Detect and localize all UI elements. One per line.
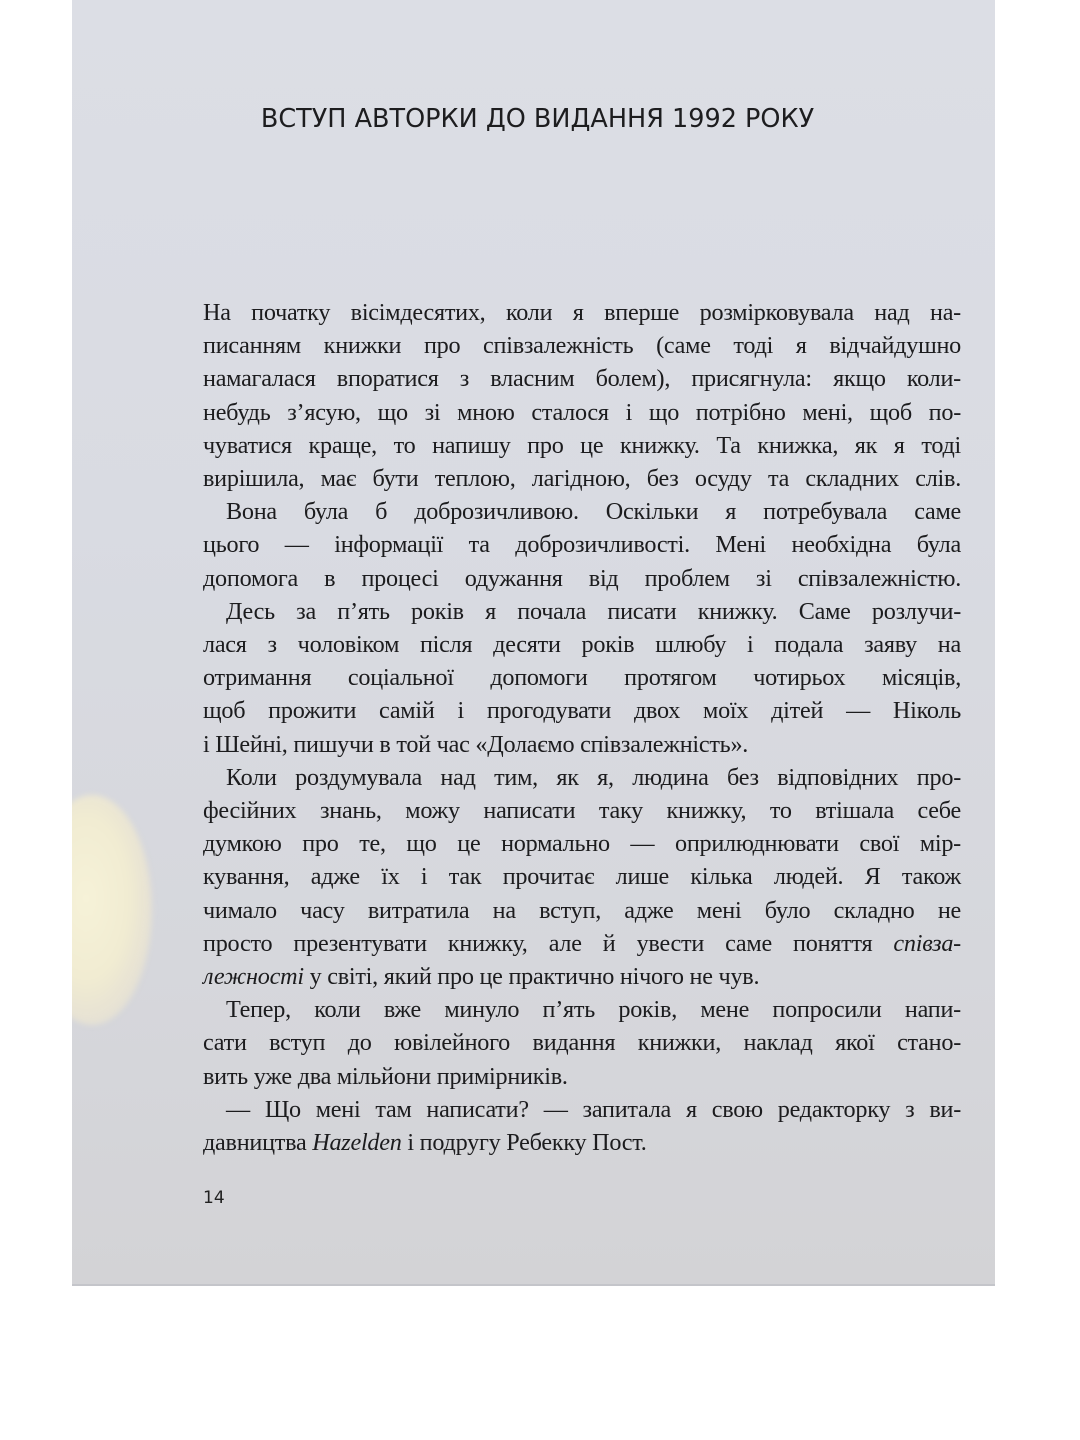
- text-line: лася з чоловіком після десяти років шлюбу і подала заяву на: [203, 631, 961, 659]
- paragraph-1: [203, 296, 961, 495]
- italic-term: співза-: [893, 929, 961, 957]
- publisher-name: Hazelden: [312, 1129, 402, 1157]
- text-line: Десь за п’ять років я почала писати книжку. Саме розлучи-: [226, 597, 961, 625]
- text-line: Коли роздумувала над тим, як я, людина без відповідних про-: [226, 763, 961, 791]
- text-line: допомога в процесі одужання від проблем зі співзалежністю.: [203, 564, 961, 592]
- text-line: небудь з’ясую, що зі мною сталося і що потрібно мені, щоб по-: [203, 398, 961, 426]
- text-line: Тепер, коли вже минуло п’ять років, мене попросили напи-: [226, 996, 961, 1024]
- body-text: [203, 296, 961, 1159]
- text-span: давництва: [203, 1129, 313, 1157]
- text-line: Вона була б доброзичливою. Оскільки я потребувала саме: [226, 498, 961, 526]
- text-span: у світі, який про це практично нічого не чув.: [303, 963, 760, 991]
- italic-term: лежності: [203, 963, 304, 991]
- paragraph-4: [203, 761, 961, 993]
- text-line: і Шейні, пишучи в той час «Долаємо співзалежність».: [203, 730, 749, 758]
- text-line: фесійних знань, можу написати таку книжку, то втішала себе: [203, 797, 961, 825]
- chapter-title: ВСТУП АВТОРКИ ДО ВИДАННЯ 1992 РОКУ: [260, 104, 815, 134]
- text-line: чуватися краще, то напишу про це книжку. Та книжка, як я тоді: [203, 431, 961, 459]
- text-line: цього — інформації та доброзичливості. Мені необхідна була: [203, 531, 961, 559]
- text-line: писанням книжки про співзалежність (саме тоді я відчайдушно: [203, 332, 961, 360]
- text-line: вить уже два мільйони примірників.: [203, 1062, 568, 1090]
- text-line: [203, 927, 961, 960]
- paragraph-2: [203, 495, 961, 595]
- paragraph-3: [203, 595, 961, 761]
- text-span: і подругу Ребекку Пост.: [401, 1129, 647, 1157]
- text-line: думкою про те, що це нормально — оприлюднювати свої мір-: [203, 830, 961, 858]
- text-line: кування, адже їх і так прочитає лише кілька людей. Я також: [203, 863, 961, 891]
- text-line: отримання соціальної допомоги протягом чотирьох місяців,: [203, 664, 961, 692]
- text-line: щоб прожити самій і прогодувати двох моїх дітей — Ніколь: [203, 697, 961, 725]
- text-line: На початку вісімдесятих, коли я вперше розмірковувала над на-: [203, 299, 961, 326]
- text-line: [203, 960, 961, 993]
- text-line: намагалася впоратися з власним болем), присягнула: якщо коли-: [203, 365, 961, 393]
- text-line: — Що мені там написати? — запитала я свою редакторку з ви-: [226, 1095, 961, 1123]
- text-span: просто презентувати книжку, але й увести саме поняття: [203, 929, 894, 957]
- paragraph-5: [203, 993, 961, 1093]
- book-page: [72, 0, 995, 1286]
- paragraph-6: [203, 1093, 961, 1159]
- page-number: 14: [203, 1188, 225, 1208]
- text-line: вирішила, має бути теплою, лагідною, без осуду та складних слів.: [203, 465, 961, 493]
- text-line: [203, 1126, 961, 1159]
- light-glare: [72, 795, 152, 1025]
- text-line: сати вступ до ювілейного видання книжки, наклад якої стано-: [203, 1029, 961, 1057]
- text-line: чимало часу витратила на вступ, адже мені було складно не: [203, 896, 961, 924]
